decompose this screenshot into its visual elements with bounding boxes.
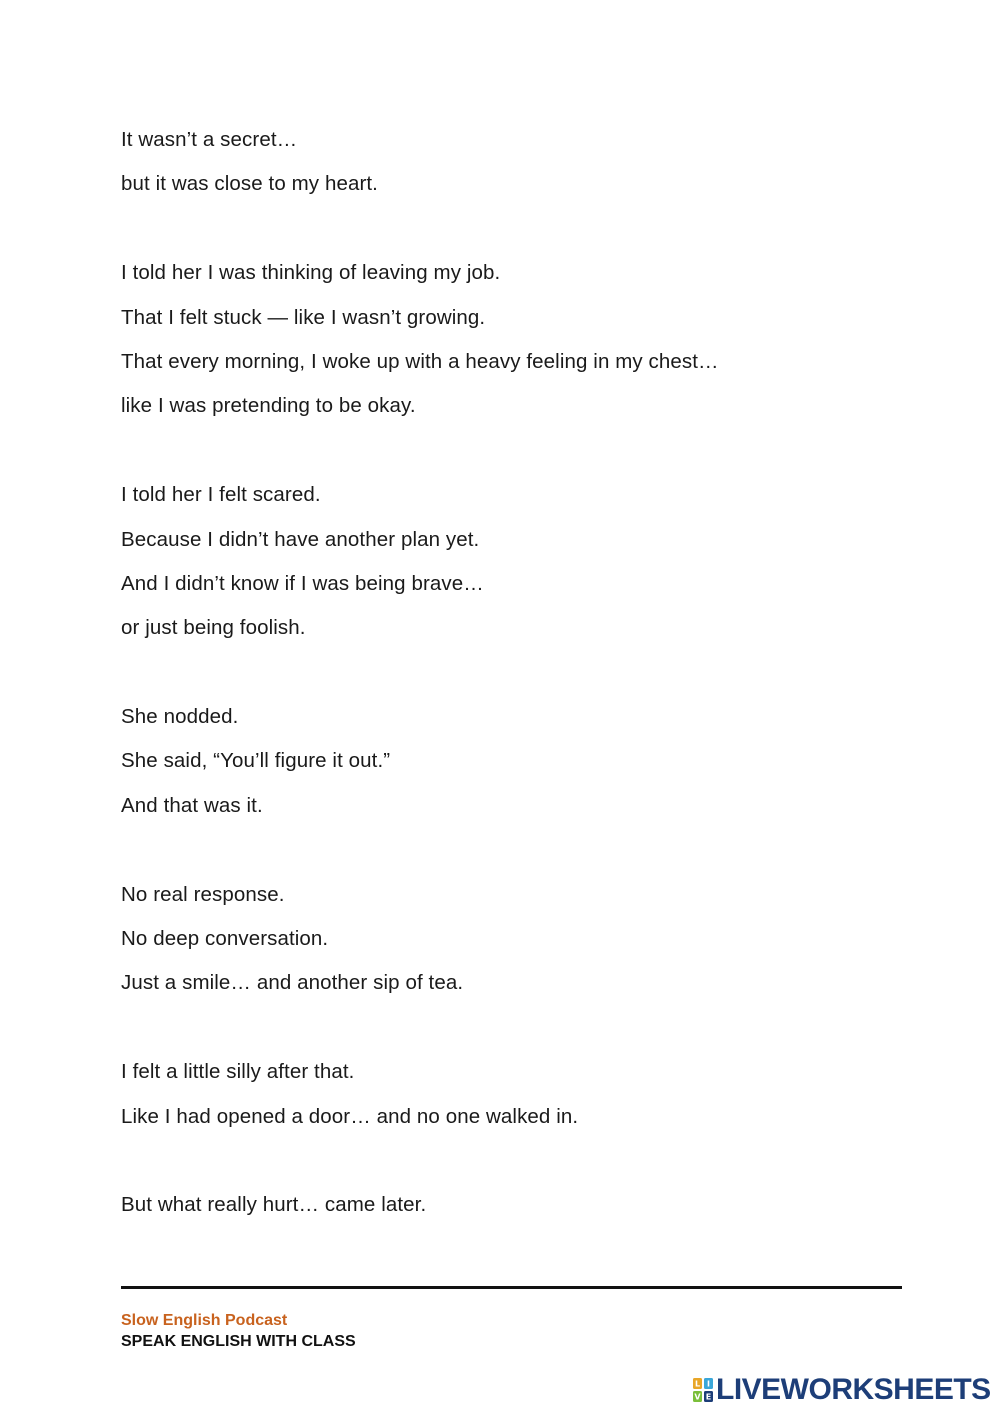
liveworksheets-watermark	[693, 1374, 991, 1406]
paragraph-3	[121, 473, 881, 651]
text-line: Like I had opened a door… and no one walked in.	[121, 1104, 579, 1128]
text-line: No deep conversation.	[121, 927, 329, 951]
text-line: She said, “You’ll figure it out.”	[121, 749, 391, 773]
svg-text:E: E	[705, 1392, 712, 1402]
footer-tagline: SPEAK ENGLISH WITH CLASS	[121, 1333, 356, 1350]
page-footer	[121, 1311, 356, 1353]
text-line: or just being foolish.	[121, 616, 306, 640]
paragraph-6	[121, 1050, 881, 1139]
text-line: I told her I was thinking of leaving my job.	[121, 261, 501, 285]
story-text	[121, 118, 881, 1228]
liveworksheets-logo-icon	[693, 1378, 713, 1402]
text-line: Just a smile… and another sip of tea.	[121, 971, 464, 995]
text-line: And I didn’t know if I was being brave…	[121, 571, 484, 595]
text-line: That I felt stuck — like I wasn’t growing.	[121, 305, 486, 329]
text-line: but it was close to my heart.	[121, 172, 378, 196]
paragraph-2	[121, 251, 881, 429]
text-line: That every morning, I woke up with a heavy feeling in my chest…	[121, 349, 719, 373]
text-line: No real response.	[121, 882, 285, 906]
footer-brand: Slow English Podcast	[121, 1312, 288, 1329]
text-line: like I was pretending to be okay.	[121, 394, 416, 418]
paragraph-4	[121, 695, 881, 828]
svg-text:I: I	[707, 1379, 710, 1389]
text-line: It wasn’t a secret…	[121, 128, 298, 151]
svg-text:V: V	[694, 1392, 701, 1402]
watermark-text: LIVEWORKSHEETS	[716, 1373, 991, 1406]
text-line: I felt a little silly after that.	[121, 1060, 355, 1084]
text-line: But what really hurt… came later.	[121, 1193, 427, 1217]
paragraph-5	[121, 873, 881, 1006]
text-line: And that was it.	[121, 793, 263, 817]
text-line: She nodded.	[121, 705, 239, 729]
paragraph-7	[121, 1183, 881, 1227]
text-line: Because I didn’t have another plan yet.	[121, 527, 480, 551]
text-line: I told her I felt scared.	[121, 483, 321, 507]
footer-divider	[121, 1286, 902, 1289]
paragraph-1	[121, 118, 881, 207]
svg-text:L: L	[694, 1379, 701, 1389]
